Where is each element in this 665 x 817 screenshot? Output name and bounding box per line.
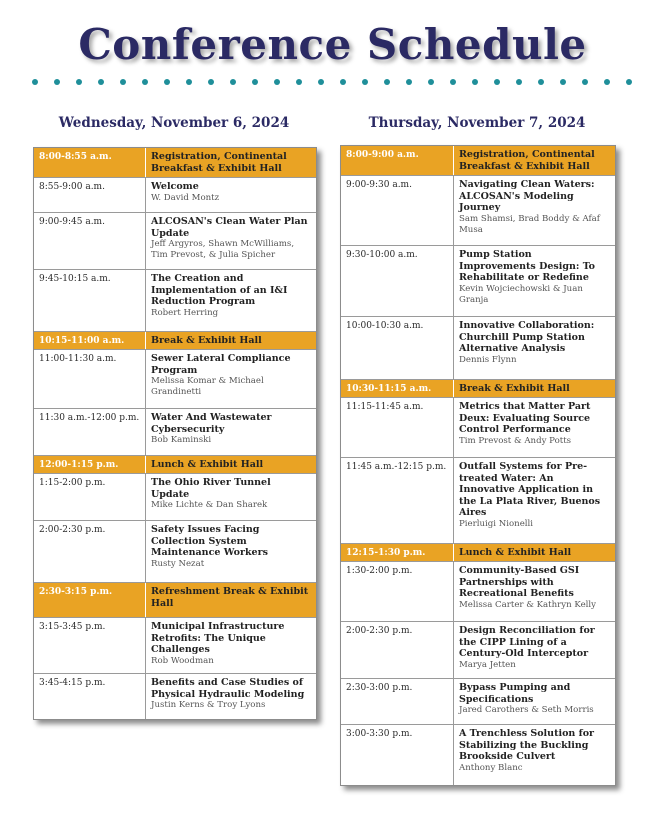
session-speakers: Sam Shamsi, Brad Boddy & Afaf Musa bbox=[459, 213, 600, 235]
session-speakers: Pierluigi Nionelli bbox=[459, 518, 534, 529]
session-time: 1:30-2:00 p.m. bbox=[341, 562, 454, 621]
session-time: 9:45-10:15 a.m. bbox=[34, 270, 146, 331]
break-title: Registration, Continental Breakfast & Exhibit Hall bbox=[459, 149, 595, 172]
dot bbox=[32, 79, 38, 85]
session-speakers: Robert Herring bbox=[151, 307, 219, 318]
session-details bbox=[454, 176, 615, 245]
session-row bbox=[341, 317, 615, 380]
session-row bbox=[34, 521, 316, 583]
session-time: 2:30-3:00 p.m. bbox=[341, 679, 454, 724]
break-title: Lunch & Exhibit Hall bbox=[459, 547, 572, 558]
session-time: 8:00-8:55 a.m. bbox=[34, 148, 146, 177]
session-time: 10:15-11:00 a.m. bbox=[34, 332, 146, 349]
session-row bbox=[34, 270, 316, 332]
session-speakers: Jeff Argyros, Shawn McWilliams, Tim Prevost, & Julia Spicher bbox=[151, 239, 295, 260]
dot bbox=[274, 79, 280, 85]
session-time: 9:00-9:30 a.m. bbox=[341, 176, 454, 245]
session-details bbox=[146, 474, 316, 520]
session-time: 11:00-11:30 a.m. bbox=[34, 350, 146, 408]
break-row bbox=[34, 148, 316, 178]
dot bbox=[54, 79, 60, 85]
break-row bbox=[34, 456, 316, 474]
dot bbox=[318, 79, 324, 85]
session-speakers: Marya Jetten bbox=[459, 659, 516, 670]
day-heading-wednesday: Wednesday, November 6, 2024 bbox=[58, 115, 290, 131]
session-title: Water And Wastewater Cybersecurity bbox=[151, 412, 272, 435]
session-title: Bypass Pumping and Specifications bbox=[459, 682, 571, 705]
session-title: A Trenchless Solution for Stabilizing the Buckling Brookside Culvert bbox=[459, 728, 595, 762]
dot bbox=[428, 79, 434, 85]
session-speakers: Tim Prevost & Andy Potts bbox=[459, 435, 572, 446]
break-row bbox=[341, 380, 615, 398]
session-time: 1:15-2:00 p.m. bbox=[34, 474, 146, 520]
session-details bbox=[146, 270, 316, 331]
session-title: The Ohio River Tunnel Update bbox=[151, 477, 271, 500]
session-time: 2:30-3:15 p.m. bbox=[34, 583, 146, 617]
session-row bbox=[341, 679, 615, 725]
session-speakers: Justin Kerns & Troy Lyons bbox=[151, 700, 266, 710]
dot bbox=[164, 79, 170, 85]
session-time: 3:45-4:15 p.m. bbox=[34, 674, 146, 719]
session-row bbox=[34, 213, 316, 270]
session-title: Municipal Infrastructure Retrofits: The Unique Challenges bbox=[151, 621, 285, 655]
session-row bbox=[34, 409, 316, 456]
dot bbox=[472, 79, 478, 85]
dot bbox=[230, 79, 236, 85]
session-speakers: Jared Carothers & Seth Morris bbox=[459, 705, 594, 715]
dot bbox=[76, 79, 82, 85]
session-details bbox=[454, 146, 615, 175]
dot bbox=[252, 79, 258, 85]
session-title: Metrics that Matter Part Deux: Evaluating Source Control Performance bbox=[459, 401, 591, 435]
session-time: 2:00-2:30 p.m. bbox=[341, 622, 454, 678]
session-title: Sewer Lateral Compliance Program bbox=[151, 353, 291, 376]
dot bbox=[582, 79, 588, 85]
session-details bbox=[454, 380, 615, 397]
session-title: ALCOSAN's Clean Water Plan Update bbox=[151, 216, 308, 239]
session-details bbox=[454, 622, 615, 678]
break-title: Break & Exhibit Hall bbox=[459, 383, 570, 394]
session-details bbox=[146, 213, 316, 269]
session-speakers: Mike Lichte & Dan Sharek bbox=[151, 500, 268, 510]
session-time: 2:00-2:30 p.m. bbox=[34, 521, 146, 582]
session-row bbox=[34, 474, 316, 521]
dot bbox=[538, 79, 544, 85]
session-row bbox=[341, 246, 615, 317]
dot bbox=[626, 79, 632, 85]
session-speakers: Rusty Nezat bbox=[151, 558, 205, 569]
dot bbox=[450, 79, 456, 85]
dot-divider bbox=[32, 77, 632, 87]
session-speakers: Bob Kaminski bbox=[151, 435, 212, 445]
session-time: 3:00-3:30 p.m. bbox=[341, 725, 454, 785]
dot bbox=[384, 79, 390, 85]
session-details bbox=[454, 246, 615, 316]
dot bbox=[604, 79, 610, 85]
break-title: Break & Exhibit Hall bbox=[151, 335, 262, 346]
dot bbox=[516, 79, 522, 85]
session-time: 9:30-10:00 a.m. bbox=[341, 246, 454, 316]
break-row bbox=[34, 332, 316, 350]
session-speakers: Rob Woodman bbox=[151, 655, 214, 666]
session-details bbox=[146, 674, 316, 719]
session-title: Design Reconciliation for the CIPP Lining of a Century-Old Interceptor bbox=[459, 625, 595, 659]
session-time: 10:00-10:30 a.m. bbox=[341, 317, 454, 379]
dot bbox=[340, 79, 346, 85]
session-row bbox=[341, 176, 615, 246]
dot bbox=[406, 79, 412, 85]
session-title: Community-Based GSI Partnerships with Recreational Benefits bbox=[459, 565, 580, 599]
session-speakers: Anthony Blanc bbox=[459, 762, 523, 773]
session-details bbox=[146, 409, 316, 455]
session-title: Navigating Clean Waters: ALCOSAN's Modeling Journey bbox=[459, 179, 595, 213]
dot bbox=[98, 79, 104, 85]
page-title: Conference Schedule bbox=[78, 20, 587, 69]
session-row bbox=[34, 674, 316, 719]
session-details bbox=[454, 544, 615, 561]
break-title: Lunch & Exhibit Hall bbox=[151, 459, 264, 470]
session-row bbox=[341, 562, 615, 622]
session-time: 9:00-9:45 a.m. bbox=[34, 213, 146, 269]
session-row bbox=[34, 618, 316, 674]
dot bbox=[186, 79, 192, 85]
session-row bbox=[341, 725, 615, 785]
dot bbox=[362, 79, 368, 85]
session-time: 12:00-1:15 p.m. bbox=[34, 456, 146, 473]
session-row bbox=[341, 398, 615, 458]
session-details bbox=[146, 178, 316, 212]
session-details bbox=[454, 398, 615, 457]
dot bbox=[120, 79, 126, 85]
session-speakers: Melissa Carter & Kathryn Kelly bbox=[459, 599, 597, 610]
session-title: Welcome bbox=[151, 181, 199, 192]
session-time: 11:45 a.m.-12:15 p.m. bbox=[341, 458, 454, 543]
session-time: 8:00-9:00 a.m. bbox=[341, 146, 454, 175]
session-row bbox=[341, 458, 615, 544]
session-details bbox=[146, 350, 316, 408]
dot bbox=[494, 79, 500, 85]
session-details bbox=[146, 618, 316, 673]
session-details bbox=[454, 679, 615, 724]
session-details bbox=[146, 521, 316, 582]
session-title: Innovative Collaboration: Churchill Pump Station Alternative Analysis bbox=[459, 320, 595, 354]
dot bbox=[296, 79, 302, 85]
session-details bbox=[146, 332, 316, 349]
dot bbox=[560, 79, 566, 85]
session-time: 11:15-11:45 a.m. bbox=[341, 398, 454, 457]
session-details bbox=[454, 317, 615, 379]
break-row bbox=[341, 146, 615, 176]
dot bbox=[208, 79, 214, 85]
session-time: 11:30 a.m.-12:00 p.m. bbox=[34, 409, 146, 455]
session-details bbox=[454, 458, 615, 543]
session-speakers: Dennis Flynn bbox=[459, 354, 517, 365]
session-speakers: W. David Montz bbox=[151, 192, 220, 203]
session-title: Pump Station Improvements Design: To Rehabilitate or Redefine bbox=[459, 249, 596, 283]
session-details bbox=[454, 725, 615, 785]
session-title: Benefits and Case Studies of Physical Hydraulic Modeling bbox=[151, 677, 305, 700]
session-speakers: Melissa Komar & Michael Grandinetti bbox=[151, 376, 264, 397]
session-time: 3:15-3:45 p.m. bbox=[34, 618, 146, 673]
session-speakers: Kevin Wojciechowski & Juan Granja bbox=[459, 283, 583, 305]
break-row bbox=[34, 583, 316, 618]
session-title: Outfall Systems for Pre-treated Water: An Innovative Application in the La Plata River, Buenos Aires bbox=[459, 461, 601, 518]
break-title: Registration, Continental Breakfast & Exhibit Hall bbox=[151, 151, 287, 174]
dot bbox=[142, 79, 148, 85]
session-row bbox=[34, 178, 316, 213]
session-row bbox=[341, 622, 615, 679]
schedule-wednesday bbox=[33, 147, 317, 720]
break-row bbox=[341, 544, 615, 562]
schedule-thursday bbox=[340, 145, 616, 786]
session-time: 10:30-11:15 a.m. bbox=[341, 380, 454, 397]
session-row bbox=[34, 350, 316, 409]
session-time: 12:15-1:30 p.m. bbox=[341, 544, 454, 561]
session-title: The Creation and Implementation of an I&I Reduction Program bbox=[151, 273, 288, 307]
session-time: 8:55-9:00 a.m. bbox=[34, 178, 146, 212]
session-details bbox=[454, 562, 615, 621]
session-details bbox=[146, 583, 316, 617]
day-heading-thursday: Thursday, November 7, 2024 bbox=[368, 115, 586, 131]
session-details bbox=[146, 456, 316, 473]
break-title: Refreshment Break & Exhibit Hall bbox=[151, 586, 309, 609]
session-details bbox=[146, 148, 316, 177]
session-title: Safety Issues Facing Collection System Maintenance Workers bbox=[151, 524, 268, 558]
